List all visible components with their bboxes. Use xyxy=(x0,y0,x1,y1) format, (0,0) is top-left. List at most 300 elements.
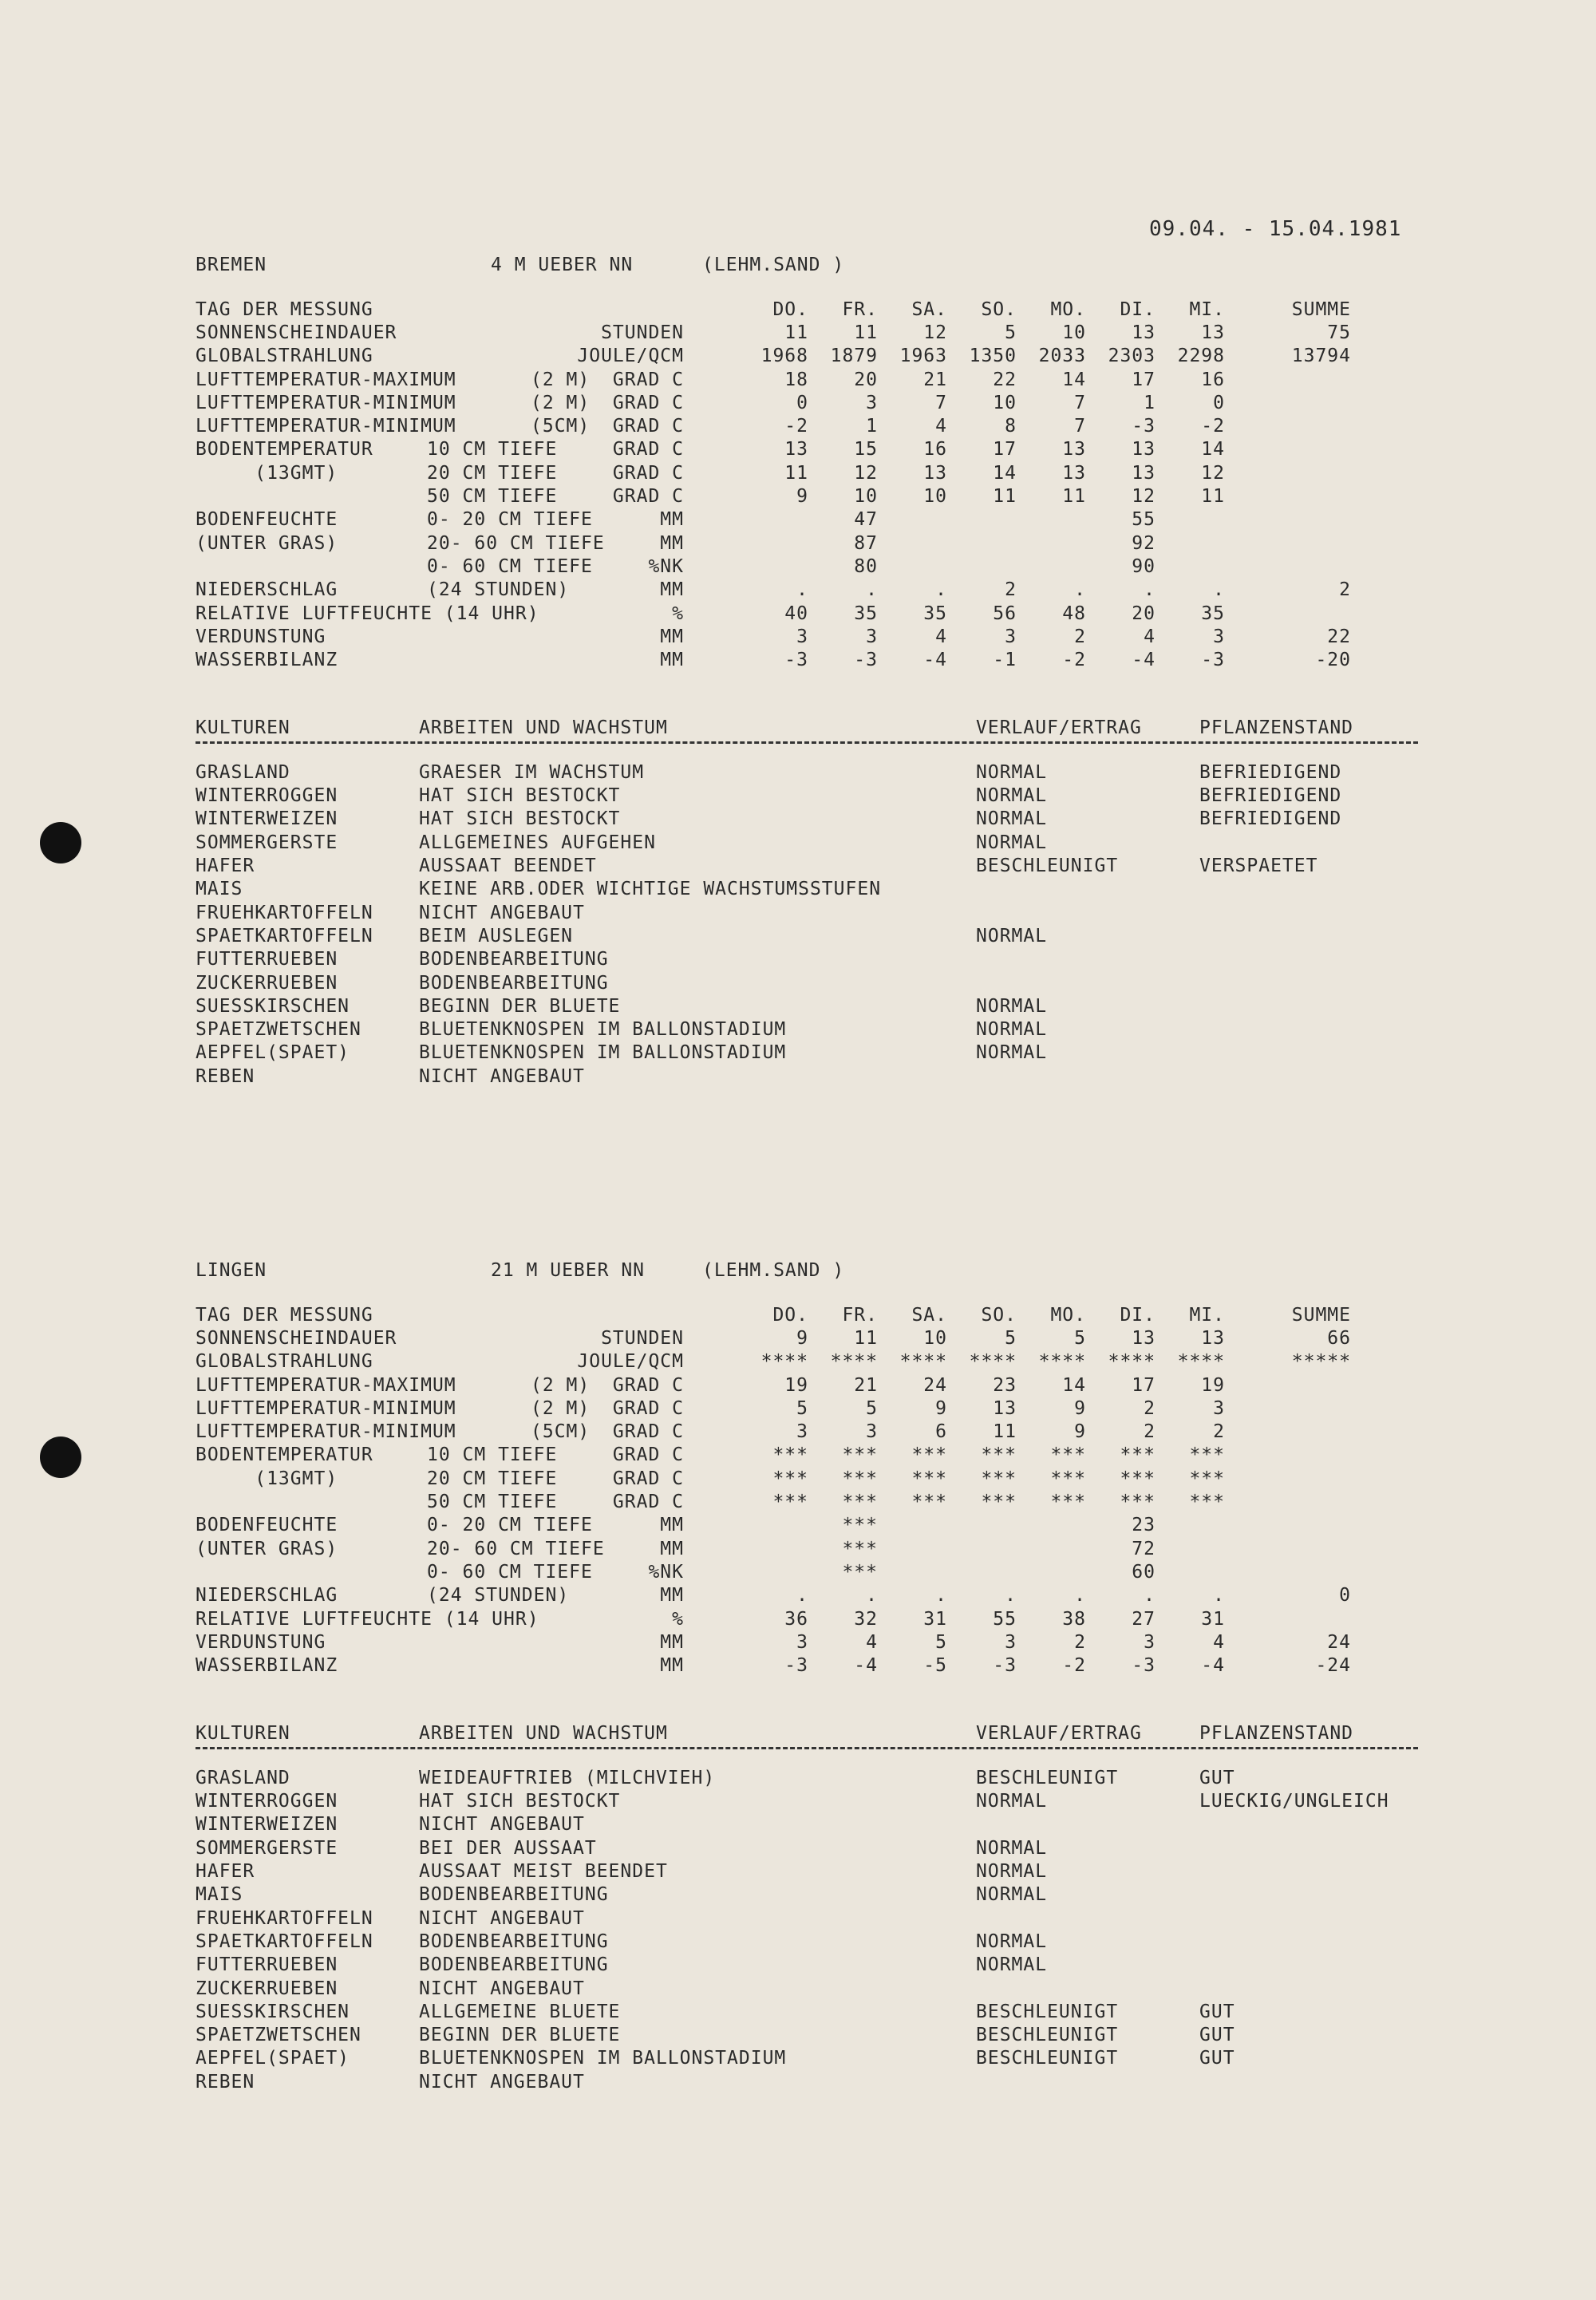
measurement-value: . xyxy=(796,1585,808,1606)
measurement-row xyxy=(196,1538,1424,1561)
measurement-unit: JOULE/QCM xyxy=(577,346,684,367)
crops-header-kulturen: KULTUREN xyxy=(196,1723,290,1745)
measurement-value: 56 xyxy=(993,603,1017,624)
measurement-unit: GRAD C xyxy=(612,416,684,437)
measurement-value: -3 xyxy=(1132,416,1156,437)
measurement-value: 14 xyxy=(1062,369,1086,390)
measurement-value: *** xyxy=(842,1492,878,1513)
measurement-value: *** xyxy=(842,1468,878,1489)
measurement-value: . xyxy=(796,579,808,601)
crop-name: SPAETZWETSCHEN xyxy=(196,1019,361,1041)
station-title xyxy=(196,254,1424,277)
measurement-unit: MM xyxy=(660,1515,684,1536)
measurement-value: 12 xyxy=(1201,462,1225,484)
dashed-separator xyxy=(196,1747,1418,1749)
measurement-value: *** xyxy=(1189,1444,1225,1466)
measurement-value: 1879 xyxy=(830,346,878,367)
day-header-label: TAG DER MESSUNG xyxy=(196,1304,373,1326)
measurement-value: 2 xyxy=(1005,579,1017,601)
crop-row xyxy=(196,902,1424,925)
measurement-value: 17 xyxy=(1132,1374,1156,1396)
crop-name: SUESSKIRSCHEN xyxy=(196,995,350,1017)
measurement-value: 36 xyxy=(784,1608,808,1630)
station-soil: (LEHM.SAND ) xyxy=(702,1260,845,1281)
measurement-label: BODENTEMPERATUR xyxy=(196,1444,373,1466)
measurement-value: 3 xyxy=(1005,626,1017,647)
dashed-separator xyxy=(196,741,1418,744)
measurement-value: 13 xyxy=(923,462,947,484)
measurement-value: 5 xyxy=(935,1631,947,1653)
measurement-value: . xyxy=(1213,1585,1225,1606)
crop-work: ALLGEMEINES AUFGEHEN xyxy=(419,832,656,853)
measurement-value: **** xyxy=(1177,1351,1225,1373)
crop-row xyxy=(196,2024,1424,2047)
measurement-row xyxy=(196,415,1424,438)
crop-work: NICHT ANGEBAUT xyxy=(419,2071,585,2093)
crop-work: NICHT ANGEBAUT xyxy=(419,902,585,923)
crop-work: BEGINN DER BLUETE xyxy=(419,995,621,1017)
crop-course: NORMAL xyxy=(976,1930,1048,1952)
measurement-value: *** xyxy=(842,1515,878,1536)
measurement-unit: STUNDEN xyxy=(601,1327,684,1349)
measurement-label: LUFTTEMPERATUR-MINIMUM xyxy=(196,1397,456,1419)
measurement-label: VERDUNSTUNG xyxy=(196,1631,326,1653)
station-name: LINGEN xyxy=(196,1260,267,1281)
measurement-value: 55 xyxy=(1132,509,1156,531)
measurement-detail: 10 CM TIEFE xyxy=(427,439,558,460)
measurement-row xyxy=(196,1584,1424,1607)
crop-work: BEIM AUSLEGEN xyxy=(419,925,574,946)
measurement-value: 21 xyxy=(923,369,947,390)
crop-work: BODENBEARBEITUNG xyxy=(419,1954,609,1976)
measurement-row xyxy=(196,345,1424,368)
station-altitude: 4 M UEBER NN xyxy=(491,255,634,275)
crop-name: ZUCKERRUEBEN xyxy=(196,1978,338,1999)
measurement-row xyxy=(196,485,1424,508)
measurement-value: -3 xyxy=(854,650,878,671)
station-altitude: 21 M UEBER NN xyxy=(491,1260,646,1281)
day-header-1: FR. xyxy=(842,298,878,320)
measurement-value: *** xyxy=(1050,1468,1086,1489)
measurement-value: . xyxy=(935,1585,947,1606)
measurement-value: -1 xyxy=(993,650,1017,671)
measurement-value: *** xyxy=(911,1492,947,1513)
crop-work: BODENBEARBEITUNG xyxy=(419,1884,609,1906)
measurement-row xyxy=(196,1421,1424,1444)
crop-row xyxy=(196,808,1424,831)
measurement-value: 12 xyxy=(923,322,947,343)
crop-name: SPAETKARTOFFELN xyxy=(196,925,373,946)
crop-course: NORMAL xyxy=(976,785,1048,807)
measurement-value: 48 xyxy=(1062,603,1086,624)
crop-work: GRAESER IM WACHSTUM xyxy=(419,761,645,783)
measurement-detail: 0- 20 CM TIEFE xyxy=(427,509,593,531)
measurement-value: 80 xyxy=(854,555,878,577)
crop-work: BEI DER AUSSAAT xyxy=(419,1837,597,1859)
measurement-value: 14 xyxy=(993,462,1017,484)
measurement-value: 20 xyxy=(854,369,878,390)
crop-work: HAT SICH BESTOCKT xyxy=(419,808,621,830)
crops-header-arbeiten: ARBEITEN UND WACHSTUM xyxy=(419,717,668,739)
measurement-value: 10 xyxy=(1062,322,1086,343)
station-title xyxy=(196,1259,1424,1282)
crop-course: NORMAL xyxy=(976,1791,1048,1812)
crop-work: BODENBEARBEITUNG xyxy=(419,949,609,970)
measurement-label: RELATIVE LUFTFEUCHTE (14 UHR) xyxy=(196,603,539,624)
station-name: BREMEN xyxy=(196,255,267,275)
crop-work: BLUETENKNOSPEN IM BALLONSTADIUM xyxy=(419,2048,787,2069)
measurement-row xyxy=(196,532,1424,555)
measurement-row xyxy=(196,1350,1424,1373)
measurement-unit: MM xyxy=(660,650,684,671)
crop-row xyxy=(196,1954,1424,1977)
measurement-value: 1 xyxy=(1144,392,1156,413)
measurement-label: BODENFEUCHTE xyxy=(196,509,338,531)
measurement-value: *** xyxy=(1050,1492,1086,1513)
measurement-value: 1350 xyxy=(969,346,1017,367)
measurement-sum: 2 xyxy=(1339,579,1351,601)
measurement-detail: (2 M) xyxy=(531,392,591,413)
crop-course: NORMAL xyxy=(976,925,1048,946)
crop-stand: GUT xyxy=(1199,2048,1235,2069)
crop-course: NORMAL xyxy=(976,761,1048,783)
measurement-value: 1968 xyxy=(760,346,808,367)
crop-row xyxy=(196,1767,1424,1790)
measurement-value: 23 xyxy=(993,1374,1017,1396)
measurement-value: . xyxy=(1213,579,1225,601)
measurement-value: -4 xyxy=(1201,1655,1225,1677)
measurement-value: -3 xyxy=(784,650,808,671)
measurement-value: *** xyxy=(772,1444,808,1466)
measurement-sum: 75 xyxy=(1327,322,1351,343)
measurement-detail: 20 CM TIEFE xyxy=(427,1468,558,1489)
measurement-value: 2 xyxy=(1074,1631,1086,1653)
measurement-unit: GRAD C xyxy=(612,439,684,460)
measurement-unit: % xyxy=(672,1608,684,1630)
measurement-value: 9 xyxy=(1074,1421,1086,1443)
measurement-value: **** xyxy=(969,1351,1017,1373)
measurement-value: 2 xyxy=(1213,1421,1225,1443)
measurement-value: *** xyxy=(911,1444,947,1466)
measurement-value: 2298 xyxy=(1177,346,1225,367)
crops-header-verlauf: VERLAUF/ERTRAG xyxy=(976,1723,1142,1745)
measurement-unit: MM xyxy=(660,1585,684,1606)
measurement-value: 7 xyxy=(1074,392,1086,413)
measurement-row xyxy=(196,1631,1424,1654)
measurement-unit: GRAD C xyxy=(612,392,684,413)
measurement-value: 7 xyxy=(935,392,947,413)
measurement-detail: (24 STUNDEN) xyxy=(427,579,570,601)
measurement-unit: MM xyxy=(660,532,684,554)
crop-work: NICHT ANGEBAUT xyxy=(419,1065,585,1087)
measurement-detail: 20- 60 CM TIEFE xyxy=(427,1538,605,1559)
measurement-row xyxy=(196,1374,1424,1397)
measurement-value: . xyxy=(1074,1585,1086,1606)
measurement-value: *** xyxy=(981,1468,1017,1489)
crop-stand: GUT xyxy=(1199,2025,1235,2046)
day-header-6: MI. xyxy=(1189,298,1225,320)
crop-work: ALLGEMEINE BLUETE xyxy=(419,2001,621,2022)
measurement-value: -2 xyxy=(1062,650,1086,671)
measurement-value: 3 xyxy=(866,1421,878,1443)
crop-work: KEINE ARB.ODER WICHTIGE WACHSTUMSSTUFEN xyxy=(419,879,882,900)
crop-work: BODENBEARBEITUNG xyxy=(419,972,609,994)
crop-stand: VERSPAETET xyxy=(1199,856,1318,876)
measurement-label: LUFTTEMPERATUR-MINIMUM xyxy=(196,1421,456,1443)
measurement-value: 11 xyxy=(784,462,808,484)
crop-row xyxy=(196,832,1424,855)
measurement-label: LUFTTEMPERATUR-MINIMUM xyxy=(196,416,456,437)
measurement-value: 11 xyxy=(1201,486,1225,508)
measurement-value: 3 xyxy=(796,626,808,647)
crop-course: NORMAL xyxy=(976,1954,1048,1976)
crop-work: AUSSAAT MEIST BEENDET xyxy=(419,1861,668,1882)
crops-header-row xyxy=(196,1722,1424,1745)
measurement-value: 17 xyxy=(1132,369,1156,390)
crop-name: FRUEHKARTOFFELN xyxy=(196,902,373,923)
crop-row xyxy=(196,1018,1424,1041)
crop-name: GRASLAND xyxy=(196,1767,290,1788)
measurement-label: BODENTEMPERATUR xyxy=(196,439,373,460)
measurement-value: 13 xyxy=(1062,439,1086,460)
station-soil: (LEHM.SAND ) xyxy=(702,255,845,275)
crop-stand: BEFRIEDIGEND xyxy=(1199,808,1342,830)
measurement-value: . xyxy=(1144,1585,1156,1606)
measurement-unit: %NK xyxy=(648,1561,684,1583)
measurement-value: 3 xyxy=(1213,1397,1225,1419)
punch-hole-upper xyxy=(40,822,81,863)
measurement-value: 10 xyxy=(993,392,1017,413)
crop-stand: BEFRIEDIGEND xyxy=(1199,761,1342,783)
measurement-value: 9 xyxy=(1074,1397,1086,1419)
crop-course: NORMAL xyxy=(976,1019,1048,1041)
measurement-row xyxy=(196,649,1424,672)
measurement-value: 4 xyxy=(1213,1631,1225,1653)
measurement-value: 21 xyxy=(854,1374,878,1396)
crop-course: NORMAL xyxy=(976,995,1048,1017)
measurement-unit: GRAD C xyxy=(612,1374,684,1396)
crops-header-verlauf: VERLAUF/ERTRAG xyxy=(976,717,1142,739)
measurement-value: 4 xyxy=(1144,626,1156,647)
crop-row xyxy=(196,1790,1424,1813)
measurement-label: (UNTER GRAS) xyxy=(196,1538,338,1559)
measurement-label: SONNENSCHEINDAUER xyxy=(196,1327,397,1349)
measurement-label: LUFTTEMPERATUR-MAXIMUM xyxy=(196,369,456,390)
crops-header-arbeiten: ARBEITEN UND WACHSTUM xyxy=(419,1723,668,1745)
measurement-value: 16 xyxy=(1201,369,1225,390)
measurement-value: 4 xyxy=(866,1631,878,1653)
crop-course: NORMAL xyxy=(976,1884,1048,1906)
crop-row xyxy=(196,1837,1424,1860)
measurement-value: 2033 xyxy=(1038,346,1086,367)
measurement-value: 90 xyxy=(1132,555,1156,577)
measurement-value: 2 xyxy=(1144,1421,1156,1443)
measurement-detail: 20 CM TIEFE xyxy=(427,462,558,484)
crop-name: HAFER xyxy=(196,1861,255,1882)
report-period: 09.04. - 15.04.1981 xyxy=(1149,217,1402,241)
crop-row xyxy=(196,2071,1424,2094)
measurement-label: WASSERBILANZ xyxy=(196,650,338,671)
measurement-value: 87 xyxy=(854,532,878,554)
measurement-value: 11 xyxy=(993,486,1017,508)
measurement-value: *** xyxy=(1189,1492,1225,1513)
measurement-value: 11 xyxy=(993,1421,1017,1443)
measurement-value: . xyxy=(1074,579,1086,601)
measurement-value: **** xyxy=(1108,1351,1156,1373)
measurement-label: LUFTTEMPERATUR-MAXIMUM xyxy=(196,1374,456,1396)
measurement-value: 3 xyxy=(796,1421,808,1443)
measurement-row xyxy=(196,1468,1424,1491)
crop-stand: BEFRIEDIGEND xyxy=(1199,785,1342,807)
measurement-unit: GRAD C xyxy=(612,369,684,390)
measurement-row xyxy=(196,1327,1424,1350)
measurement-value: 9 xyxy=(796,1327,808,1349)
measurement-value: 20 xyxy=(1132,603,1156,624)
measurement-detail: (2 M) xyxy=(531,369,591,390)
measurement-row xyxy=(196,438,1424,461)
measurement-unit: GRAD C xyxy=(612,486,684,508)
day-header-2: SA. xyxy=(911,1304,947,1326)
measurement-value: 14 xyxy=(1201,439,1225,460)
measurement-value: 12 xyxy=(854,462,878,484)
measurement-sum: -24 xyxy=(1315,1655,1351,1677)
measurement-label: WASSERBILANZ xyxy=(196,1655,338,1677)
crop-stand: LUECKIG/UNGLEICH xyxy=(1199,1791,1389,1812)
day-header-6: MI. xyxy=(1189,1304,1225,1326)
measurement-value: 19 xyxy=(784,1374,808,1396)
day-header-4: MO. xyxy=(1050,298,1086,320)
measurement-detail: (2 M) xyxy=(531,1397,591,1419)
crop-course: NORMAL xyxy=(976,1042,1048,1064)
measurement-row xyxy=(196,392,1424,415)
crop-row xyxy=(196,761,1424,784)
crop-course: NORMAL xyxy=(976,808,1048,830)
measurement-row xyxy=(196,555,1424,579)
measurement-value: -4 xyxy=(923,650,947,671)
measurement-label: NIEDERSCHLAG xyxy=(196,579,338,601)
crop-course: BESCHLEUNIGT xyxy=(976,2025,1119,2046)
crop-name: WINTERWEIZEN xyxy=(196,1814,338,1836)
crop-course: BESCHLEUNIGT xyxy=(976,2001,1119,2022)
measurement-value: 0 xyxy=(796,392,808,413)
crop-row xyxy=(196,1860,1424,1883)
measurement-value: -3 xyxy=(1201,650,1225,671)
measurement-row xyxy=(196,1491,1424,1514)
measurement-value: *** xyxy=(1120,1444,1156,1466)
crop-row xyxy=(196,784,1424,808)
measurement-value: 13 xyxy=(1132,1327,1156,1349)
measurement-row xyxy=(196,1608,1424,1631)
crop-name: WINTERROGGEN xyxy=(196,785,338,807)
measurement-row xyxy=(196,1397,1424,1421)
measurement-label: RELATIVE LUFTFEUCHTE (14 UHR) xyxy=(196,1608,539,1630)
measurement-value: *** xyxy=(842,1444,878,1466)
crop-work: BODENBEARBEITUNG xyxy=(419,1930,609,1952)
crop-row xyxy=(196,925,1424,948)
measurement-sum: 13794 xyxy=(1291,346,1351,367)
measurement-value: 27 xyxy=(1132,1608,1156,1630)
crop-row xyxy=(196,1041,1424,1065)
crop-name: ZUCKERRUEBEN xyxy=(196,972,338,994)
crop-row xyxy=(196,1930,1424,1954)
measurement-row xyxy=(196,579,1424,602)
crop-work: NICHT ANGEBAUT xyxy=(419,1907,585,1929)
measurement-value: 5 xyxy=(1005,322,1017,343)
day-header-5: DI. xyxy=(1120,1304,1156,1326)
measurement-value: . xyxy=(866,1585,878,1606)
measurement-row xyxy=(196,1561,1424,1584)
measurement-value: *** xyxy=(1189,1468,1225,1489)
sum-header: SUMME xyxy=(1291,298,1351,320)
crop-row xyxy=(196,855,1424,878)
crop-row xyxy=(196,1813,1424,1836)
measurement-label: BODENFEUCHTE xyxy=(196,1515,338,1536)
measurement-value: 13 xyxy=(1201,1327,1225,1349)
measurement-value: -2 xyxy=(784,416,808,437)
measurement-value: 35 xyxy=(923,603,947,624)
measurement-unit: GRAD C xyxy=(612,1421,684,1443)
crop-name: SPAETKARTOFFELN xyxy=(196,1930,373,1952)
day-header-row xyxy=(196,298,1424,322)
measurement-row xyxy=(196,1514,1424,1537)
measurement-value: 22 xyxy=(993,369,1017,390)
measurement-detail: 20- 60 CM TIEFE xyxy=(427,532,605,554)
measurement-unit: GRAD C xyxy=(612,462,684,484)
measurement-value: 35 xyxy=(1201,603,1225,624)
crop-course: BESCHLEUNIGT xyxy=(976,2048,1119,2069)
crop-name: GRASLAND xyxy=(196,761,290,783)
measurement-value: 60 xyxy=(1132,1561,1156,1583)
measurement-value: -3 xyxy=(1132,1655,1156,1677)
measurement-value: 13 xyxy=(1132,462,1156,484)
crop-row xyxy=(196,2001,1424,2024)
measurement-value: 3 xyxy=(796,1631,808,1653)
measurement-detail: 50 CM TIEFE xyxy=(427,1492,558,1513)
crop-row xyxy=(196,878,1424,901)
measurement-value: 13 xyxy=(1132,322,1156,343)
measurement-value: *** xyxy=(911,1468,947,1489)
crop-name: FUTTERRUEBEN xyxy=(196,1954,338,1976)
measurement-label: SONNENSCHEINDAUER xyxy=(196,322,397,343)
measurement-row xyxy=(196,1444,1424,1467)
crop-name: MAIS xyxy=(196,1884,243,1906)
measurement-value: 18 xyxy=(784,369,808,390)
measurement-value: 11 xyxy=(784,322,808,343)
crop-work: HAT SICH BESTOCKT xyxy=(419,785,621,807)
crop-work: WEIDEAUFTRIEB (MILCHVIEH) xyxy=(419,1767,716,1788)
measurement-value: 0 xyxy=(1213,392,1225,413)
measurement-value: 3 xyxy=(1213,626,1225,647)
measurement-value: 10 xyxy=(923,486,947,508)
day-header-3: SO. xyxy=(981,298,1017,320)
measurement-label: VERDUNSTUNG xyxy=(196,626,326,647)
measurement-value: **** xyxy=(830,1351,878,1373)
measurement-value: 92 xyxy=(1132,532,1156,554)
measurement-detail: (5CM) xyxy=(531,1421,591,1443)
measurement-value: 32 xyxy=(854,1608,878,1630)
measurement-value: . xyxy=(866,579,878,601)
measurement-row xyxy=(196,462,1424,485)
day-header-4: MO. xyxy=(1050,1304,1086,1326)
crops-header-row xyxy=(196,717,1424,740)
crop-name: HAFER xyxy=(196,856,255,876)
measurement-value: 10 xyxy=(854,486,878,508)
day-header-5: DI. xyxy=(1120,298,1156,320)
crop-work: BEGINN DER BLUETE xyxy=(419,2025,621,2046)
measurement-value: . xyxy=(1005,1585,1017,1606)
measurement-value: -2 xyxy=(1062,1655,1086,1677)
measurement-value: 11 xyxy=(1062,486,1086,508)
